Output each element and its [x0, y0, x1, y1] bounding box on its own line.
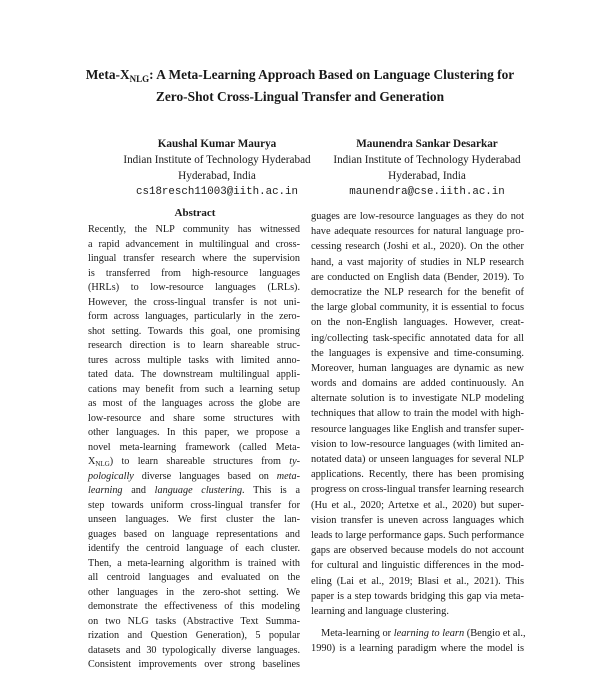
- intro-line: for cultural and linguistic differences in the mod-: [311, 560, 524, 572]
- abstract-line: However, the cross-lingual transfer is not uni-: [88, 296, 300, 308]
- intro-line: have adequate resources for natural language pro-: [311, 226, 524, 238]
- abstract-line: (HRLs) to low-resource languages (LRLs).: [88, 282, 300, 293]
- intro-line: guages are low-resource languages as they do not: [311, 211, 524, 222]
- abstract-line: unseen languages. We first cluster the lan-: [88, 514, 300, 525]
- author-block-2: [282, 136, 572, 200]
- intro-line: (Hu et al., 2020; Artetxe et al., 2020) but super-: [311, 499, 524, 511]
- abstract-line: step towards uniform cross-lingual transfer for: [88, 499, 300, 511]
- intro-line: the languages is expensive and time-consuming.: [311, 347, 524, 359]
- title-line-1: Meta-$X_{NLG}$: A Meta-Learning Approach Based on Language Clustering for: [85, 67, 515, 84]
- abstract-line: on two NLG tasks (Abstractive Text Summa-: [88, 615, 300, 627]
- intro-line: are conducted on English data (Bender, 2019). To: [311, 271, 524, 283]
- abstract-line: novel meta-learning framework (called Meta-: [88, 441, 300, 453]
- intro-line: techniques that allow to train the model with high-: [311, 408, 524, 420]
- abstract-line: low-resource and share some structures with: [88, 412, 300, 424]
- abstract-line: Consistent improvements over strong baselines: [88, 659, 300, 670]
- intro-line: cessing research (Joshi et al., 2020). On the other: [311, 241, 524, 253]
- intro-lines: [311, 209, 524, 619]
- intro-line: on the non-English languages. However, creat-: [311, 317, 524, 329]
- abstract-line: tated data. The downstream multilingual appli-: [88, 369, 300, 380]
- abstract-line: lingual transfer research where the supervision: [88, 253, 300, 264]
- abstract-line: form across languages, particularly in the zero-: [88, 311, 300, 322]
- author-name: Maunendra Sankar Desarkar: [356, 138, 498, 150]
- abstract-line: demonstrate the effectiveness of this modeling: [88, 601, 300, 612]
- abstract-line: all centroid languages and evaluated on the: [88, 572, 300, 583]
- abstract-line: learning and language clustering. This is a: [88, 485, 300, 496]
- abstract-line: rization and Question Generation), 5 popular: [88, 630, 300, 641]
- intro-line: 1990) is a learning paradigm where the model is: [311, 643, 524, 655]
- intro-line: resource languages like English and transfer super-: [311, 423, 524, 435]
- intro-line: democratize the NLP research for the benefit of: [311, 286, 524, 298]
- intro-line: eling (Lai et al., 2019; Blasi et al., 2021). This: [311, 575, 524, 587]
- abstract-heading: Abstract: [174, 207, 216, 219]
- abstract-line: tures across multiple tasks with limited anno-: [88, 354, 300, 366]
- intro-line: alternate solution is to investigate NLP modeling: [311, 393, 524, 405]
- intro-line: Moreover, human languages are dynamic as new: [311, 362, 524, 374]
- abstract-line: Recently, the NLP community has witnessed: [88, 224, 300, 235]
- intro-line: words and domains are added continuously. An: [311, 378, 524, 390]
- abstract-body: [88, 223, 300, 673]
- abstract-line: datasets and 30 typologically diverse languages.: [88, 644, 300, 656]
- intro-line: leads to large performance gaps. Such performance: [311, 529, 525, 541]
- title-line-2: Zero-Shot Cross-Lingual Transfer and Generation: [155, 89, 445, 104]
- abstract-line: other languages in the zero-shot setting. We: [88, 586, 300, 598]
- abstract-line: a rapid advancement in multilingual and cross-: [88, 238, 300, 250]
- paragraph-gap: [311, 619, 524, 626]
- introduction-body: [311, 209, 524, 656]
- intro-line: gaps are observed because models do not account: [311, 545, 524, 557]
- abstract-line: research direction is to learn shareable struc-: [88, 340, 300, 351]
- abstract-line: is transferred from high-resource languages: [88, 267, 300, 279]
- abstract-line: as most of the languages across the globe are: [88, 398, 300, 409]
- abstract-line: other languages. In this paper, we propose a: [88, 427, 300, 438]
- author-location: Hyderabad, India: [388, 170, 466, 182]
- author-name: Kaushal Kumar Maurya: [157, 138, 277, 150]
- author-email: maunendra@cse.iith.ac.in: [349, 186, 505, 198]
- intro-line: applications. Recently, there has been promising: [311, 469, 524, 481]
- intro-line: paper is a step towards bridging this gap via meta-: [311, 590, 524, 602]
- intro-line: hand, a vast majority of studies in NLP research: [311, 256, 524, 268]
- abstract-line: pologically diverse languages based on meta-: [88, 470, 300, 482]
- abstract-line: guages based on language representations and: [88, 528, 300, 540]
- abstract-lines: [88, 223, 300, 455]
- author-location: Hyderabad, India: [178, 170, 256, 182]
- abstract-line: identify the centroid language of each cluster.: [88, 543, 300, 554]
- author-email: cs18resch11003@iith.ac.in: [136, 186, 298, 198]
- abstract-line: Then, a meta-learning algorithm is trained with: [88, 557, 300, 569]
- intro-line: vision to low-resource languages (with limited an-: [311, 438, 524, 450]
- intro-line: the large global community, it is essential to focus: [311, 302, 524, 314]
- intro-line: vision transfer is uneven across languages which: [311, 514, 524, 526]
- author-affiliation: Indian Institute of Technology Hyderabad: [333, 154, 521, 166]
- abstract-line: XNLG) to learn shareable structures from ty-: [88, 456, 300, 468]
- paper-title: [40, 66, 560, 106]
- abstract-line: cations may benefit from such a learning setup: [88, 383, 300, 395]
- intro-line: progress on cross-lingual transfer learning research: [311, 484, 524, 496]
- author-affiliation: Indian Institute of Technology Hyderabad: [123, 154, 311, 166]
- intro-line: notated data) or unseen languages for several NLP: [311, 454, 524, 465]
- abstract-lines-after: [88, 499, 300, 673]
- intro-line: ing/collecting task-specific annotated data for all: [311, 332, 524, 344]
- intro-line: Meta-learning or learning to learn (Bengio et al.,: [321, 628, 526, 640]
- intro-line: learning and language clustering.: [311, 605, 449, 617]
- abstract-line: shot setting. Towards this goal, one promising: [88, 325, 300, 337]
